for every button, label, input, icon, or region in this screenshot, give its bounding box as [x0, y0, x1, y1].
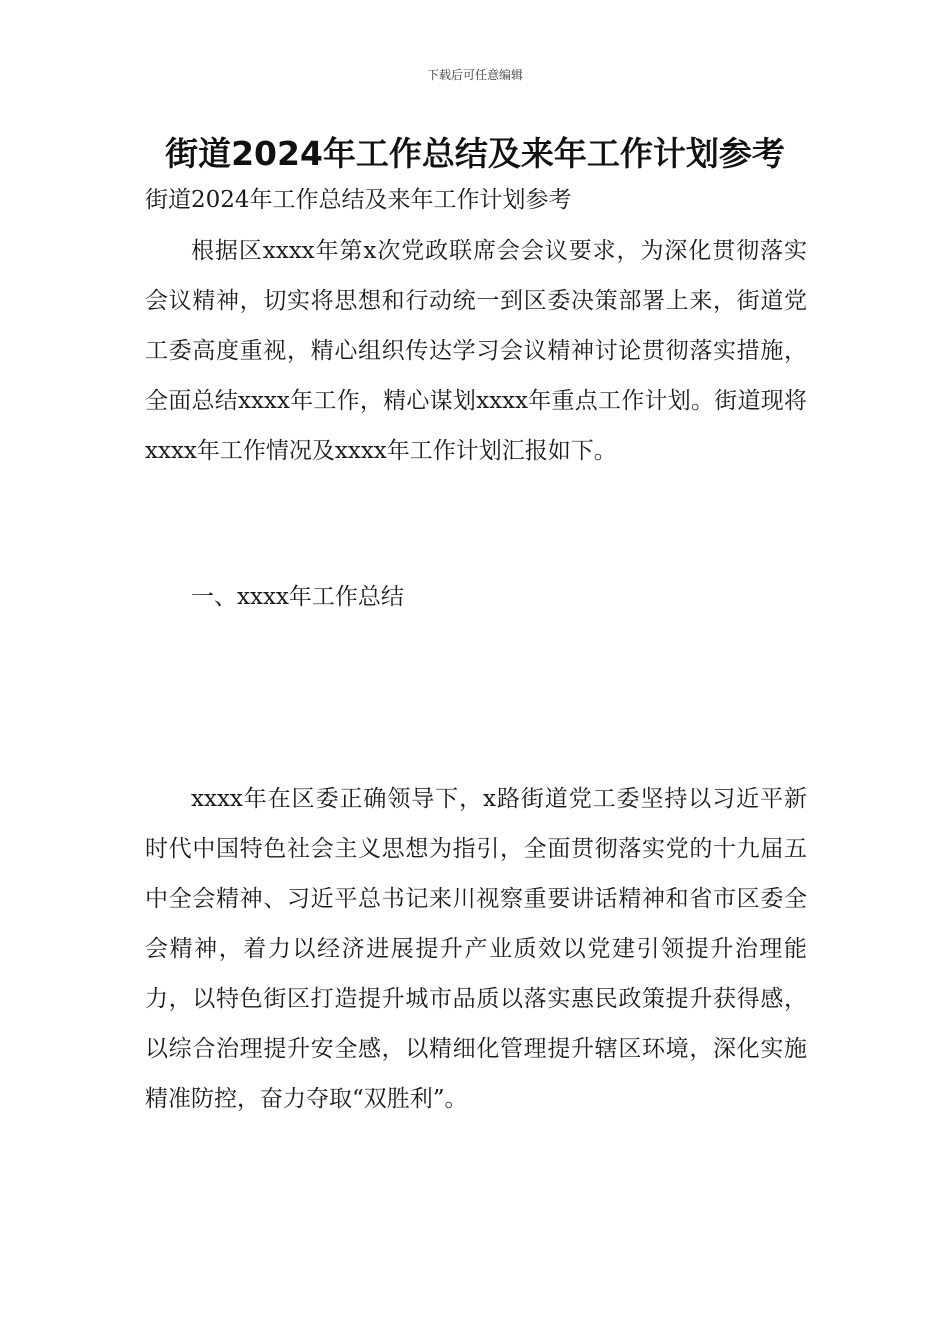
page-title: 街道2024年工作总结及来年工作计划参考: [165, 134, 785, 173]
intro-paragraph: 根据区xxxx年第x次党政联席会会议要求，为深化贯彻落实会议精神，切实将思想和行动统一到区委决策部署上来，街道党工委高度重视，精心组织传达学习会议精神讨论贯彻落实措施，全面总结xxxx年工作，精心谋划xxxx年重点工作计划。街道现将xxxx年工作情况及xxxx年工作计划汇报如下。: [145, 238, 807, 464]
summary-paragraph: xxxx年在区委正确领导下，x路街道党工委坚持以习近平新时代中国特色社会主义思想为指引，全面贯彻落实党的十九届五中全会精神、习近平总书记来川视察重要讲话精神和省市区委全会精神，着力以经济进展提升产业质效以党建引领提升治理能力，以特色街区打造提升城市品质以落实惠民政策提升获得感，以综合治理提升安全感，以精细化管理提升辖区环境，深化实施精准防控，奋力夺取“双胜利”。: [145, 786, 807, 1112]
section-heading: 一、xxxx年工作总结: [191, 584, 404, 610]
header-note: 下载后可任意编辑: [426, 68, 523, 82]
document-subtitle: 街道2024年工作总结及来年工作计划参考: [145, 187, 572, 213]
